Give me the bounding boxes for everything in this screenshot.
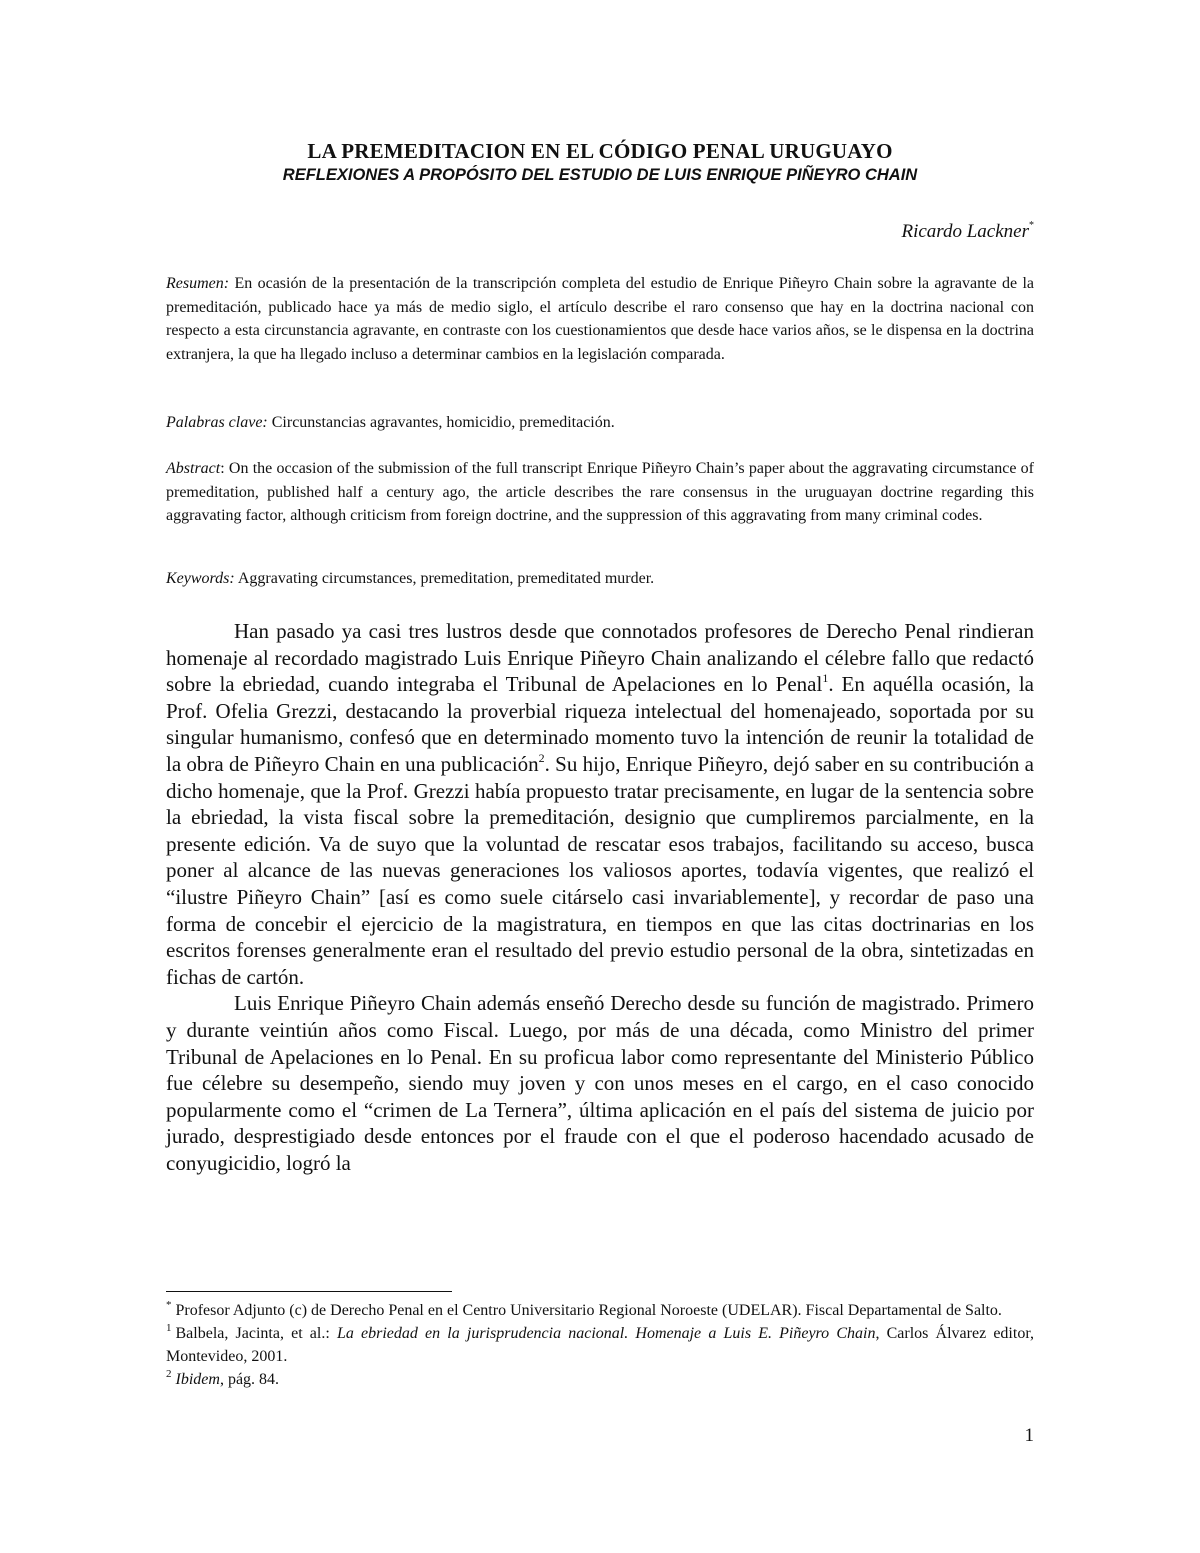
- body-text: [166, 618, 1034, 1176]
- footnote-2-mark: 2: [166, 1368, 172, 1380]
- footnote-separator: [166, 1291, 452, 1292]
- body-paragraph-1: [166, 618, 1034, 990]
- footnote-ref-2[interactable]: 2: [538, 750, 545, 765]
- footnote-1-mark: 1: [166, 1322, 172, 1334]
- page-number: 1: [1024, 1425, 1034, 1446]
- keywords-paragraph: [166, 567, 1034, 591]
- author-name: Ricardo Lackner: [901, 221, 1029, 242]
- footnote-author-mark: *: [166, 1299, 172, 1311]
- resumen-text: En ocasión de la presentación de la transcripción completa del estudio de Enrique Piñeyro Chain sobre la agravante de la premeditación, publicado hace ya más de medio siglo, el artículo describe el raro consenso que hay en la doctrina nacional con respecto a esta circunstancia agravante, en contraste con los cuestionamientos que desde hace varios años, se le dispensa en la doctrina extranjera, la que ha llegado incluso a determinar cambios en la legislación comparada.: [166, 275, 1034, 363]
- abstract-paragraph: [166, 457, 1034, 528]
- footnote-2: [166, 1368, 1034, 1391]
- paper-subtitle: REFLEXIONES A PROPÓSITO DEL ESTUDIO DE LUIS ENRIQUE PIÑEYRO CHAIN: [282, 166, 918, 184]
- footnote-1-text-a: Balbela, Jacinta, et al.:: [175, 1325, 337, 1342]
- footnote-1-text-b: , Carlos Álvarez editor, Montevideo, 2001.: [166, 1325, 1035, 1365]
- document-page: [166, 0, 1034, 1553]
- footnote-author: [166, 1299, 1034, 1322]
- footnote-ref-1[interactable]: 1: [822, 671, 829, 686]
- resumen-label: Resumen:: [166, 275, 230, 292]
- keywords-label: Keywords:: [166, 570, 235, 587]
- footnote-1: [166, 1322, 1034, 1368]
- author-line: [901, 220, 1034, 243]
- abstract-label: Abstract: [166, 460, 221, 477]
- palabras-clave-paragraph: [166, 411, 1034, 435]
- resumen-paragraph: [166, 272, 1034, 366]
- body-p1-part-c: . Su hijo, Enrique Piñeyro, dejó saber en su contribución a dicho homenaje, que la Prof. Grezzi había propuesto tratar precisamente, en lugar de la sentencia sobre la ebriedad, la vista fiscal sobre la premeditación, designio que cumpliremos parcialmente, en la presente edición. Va de suyo que la voluntad de rescatar esos trabajos, facilitando su acceso, busca poner al alcance de las nuevas generaciones los valiosos aportes, todavía vigentes, que realizó el “ilustre Piñeyro Chain” [así es como suele citárselo casi invariablemente], y recordar de paso una forma de concebir el ejercicio de la magistratura, en tiempos en que las citas doctrinarias en los escritos forenses generalmente eran el resultado del previo estudio personal de la obra, sintetizadas en fichas de cartón.: [166, 751, 1034, 989]
- body-p1-part-b: . En aquélla ocasión, la Prof. Ofelia Grezzi, destacando la proverbial riqueza intelectual del homenajeado, soportada por su singular humanismo, confesó que en determinado momento tuvo la intención de reunir la totalidad de la obra de Piñeyro Chain en una publicación: [166, 672, 1035, 776]
- footnote-2-ibidem: Ibidem: [175, 1371, 220, 1388]
- footnotes: [166, 1299, 1034, 1391]
- footnote-2-text: , pág. 84.: [219, 1371, 280, 1388]
- author-footnote-mark: *: [1029, 220, 1034, 231]
- palabras-clave-label: Palabras clave:: [166, 414, 268, 431]
- body-paragraph-2: Luis Enrique Piñeyro Chain además enseñó Derecho desde su función de magistrado. Primero y durante veintiún años como Fiscal. Luego, por más de una década, como Ministro del primer Tribunal de Apelaciones en lo Penal. En su proficua labor como representante del Ministerio Público fue célebre su desempeño, siendo muy joven y con unos meses en el cargo, en el caso conocido popularmente como el “crimen de La Ternera”, última aplicación en el país del sistema de juicio por jurado, desprestigiado desde entonces por el fraude con el que el poderoso hacendado acusado de conyugicidio, logró la: [166, 991, 1034, 1175]
- footnote-author-text: Profesor Adjunto (c) de Derecho Penal en el Centro Universitario Regional Noroeste (UDELAR). Fiscal Departamental de Salto.: [175, 1302, 1002, 1319]
- footnote-1-title: La ebriedad en la jurisprudencia nacional. Homenaje a Luis E. Piñeyro Chain: [336, 1325, 876, 1342]
- paper-title: LA PREMEDITACION EN EL CÓDIGO PENAL URUGUAYO: [307, 139, 893, 163]
- body-p1-part-a: Han pasado ya casi tres lustros desde que connotados profesores de Derecho Penal rindieran homenaje al recordado magistrado Luis Enrique Piñeyro Chain analizando el célebre fallo que redactó sobre la ebriedad, cuando integraba el Tribunal de Apelaciones en lo Penal: [166, 619, 1034, 697]
- keywords-text: Aggravating circumstances, premeditation, premeditated murder.: [234, 570, 655, 587]
- palabras-clave-text: Circunstancias agravantes, homicidio, premeditación.: [267, 414, 615, 431]
- abstract-text: : On the occasion of the submission of the full transcript Enrique Piñeyro Chain’s paper about the aggravating circumstance of premeditation, published half a century ago, the article describes the rare consensus in the uruguayan doctrine regarding this aggravating factor, although criticism from foreign doctrine, and the suppression of this aggravating from many criminal codes.: [166, 460, 1034, 524]
